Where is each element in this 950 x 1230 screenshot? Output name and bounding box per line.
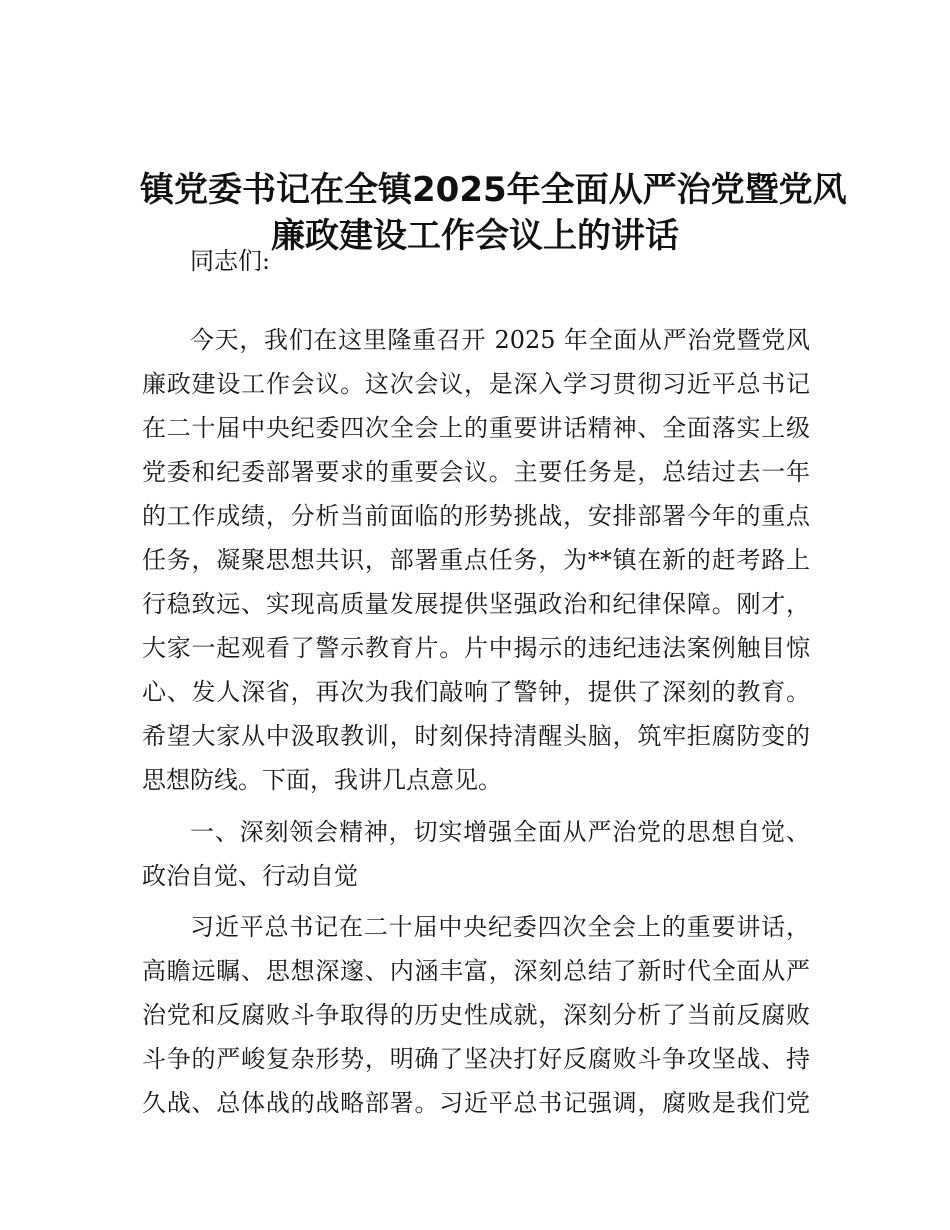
paragraph-1-line: 行稳致远、实现高质量发展提供坚强政治和纪律保障。刚才，: [142, 590, 810, 618]
document-title-line-1: 镇党委书记在全镇2025年全面从严治党暨党风: [140, 170, 847, 210]
section-heading-line: 一、深刻领会精神，切实增强全面从严治党的思想自觉、: [190, 818, 810, 846]
paragraph-1-line: 廉政建设工作会议。这次会议，是深入学习贯彻习近平总书记: [142, 370, 810, 398]
paragraph-1-line: 希望大家从中汲取教训，时刻保持清醒头脑，筑牢拒腐防变的: [142, 722, 810, 750]
paragraph-1-line: 在二十届中央纪委四次全会上的重要讲话精神、全面落实上级: [142, 414, 810, 442]
paragraph-1-line: 心、发人深省，再次为我们敲响了警钟，提供了深刻的教育。: [142, 678, 810, 706]
paragraph-1-line: 今天，我们在这里隆重召开 2025 年全面从严治党暨党风: [190, 326, 810, 354]
section-heading-line: 政治自觉、行动自觉: [142, 862, 358, 890]
paragraph-3-line: 习近平总书记在二十届中央纪委四次全会上的重要讲话，: [190, 913, 810, 941]
paragraph-3-line: 斗争的严峻复杂形势，明确了坚决打好反腐败斗争攻坚战、持: [142, 1045, 810, 1073]
paragraph-1-line: 党委和纪委部署要求的重要会议。主要任务是，总结过去一年: [142, 458, 810, 486]
paragraph-1-line: 思想防线。下面，我讲几点意见。: [142, 766, 502, 794]
paragraph-3-line: 治党和反腐败斗争取得的历史性成就，深刻分析了当前反腐败: [142, 1001, 810, 1029]
salutation: 同志们:: [190, 247, 271, 275]
paragraph-1-line: 大家一起观看了警示教育片。片中揭示的违纪违法案例触目惊: [142, 634, 810, 662]
paragraph-1-line: 的工作成绩，分析当前面临的形势挑战，安排部署今年的重点: [142, 502, 810, 530]
paragraph-3-line: 高瞻远瞩、思想深邃、内涵丰富，深刻总结了新时代全面从严: [142, 957, 810, 985]
paragraph-1-line: 任务，凝聚思想共识，部署重点任务，为**镇在新的赶考路上: [142, 546, 810, 574]
document-title-line-2: 廉政建设工作会议上的讲话: [271, 216, 679, 256]
paragraph-3-line: 久战、总体战的战略部署。习近平总书记强调，腐败是我们党: [142, 1089, 810, 1117]
